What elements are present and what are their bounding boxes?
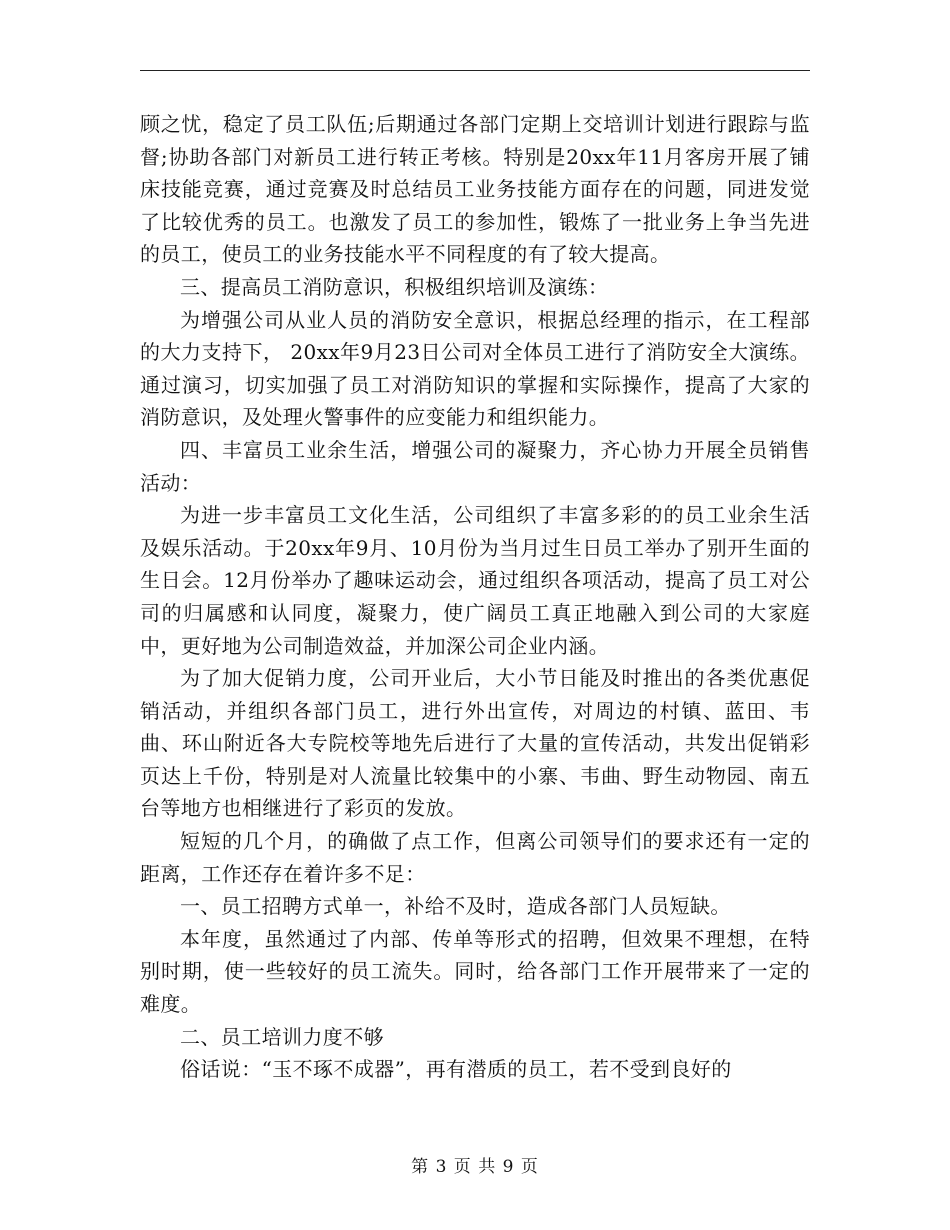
paragraph: 顾之忧，稳定了员工队伍;后期通过各部门定期上交培训计划进行跟踪与监督;协助各部门对新员工进行转正考核。特别是20xx年11月客房开展了铺床技能竞赛，通过竞赛及时总结员工业务技能方面存在的问题，同进发觉了比较优秀的员工。也激发了员工的参加性，锻炼了一批业务上争当先进的员工，使员工的业务技能水平不同程度的有了较大提高。	[140, 112, 810, 267]
paragraph: 短短的几个月，的确做了点工作，但离公司领导们的要求还有一定的距离，工作还存在着许多不足：	[140, 829, 810, 886]
document-body	[140, 108, 810, 1086]
section-heading: 二、员工培训力度不够	[180, 1024, 384, 1049]
section-heading: 一、员工招聘方式单一，补给不及时，造成各部门人员短缺。	[180, 894, 731, 919]
paragraph: 为增强公司从业人员的消防安全意识，根据总经理的指示，在工程部的大力支持下， 20xx年9月23日公司对全体员工进行了消防安全大演练。通过演习，切实加强了员工对消防知识的掌握和实际操作，提高了大家的消防意识，及处理火警事件的应变能力和组织能力。	[140, 307, 810, 430]
page-number-footer: 第 3 页 共 9 页	[411, 1157, 539, 1177]
paragraph: 本年度，虽然通过了内部、传单等形式的招聘，但效果不理想，在特别时期，使一些较好的员工流失。同时，给各部门工作开展带来了一定的难度。	[140, 926, 810, 1017]
header-rule	[140, 70, 810, 71]
paragraph: 为了加大促销力度，公司开业后，大小节日能及时推出的各类优惠促销活动，并组织各部门员工，进行外出宣传，对周边的村镇、蓝田、韦曲、环山附近各大专院校等地先后进行了大量的宣传活动，共发出促销彩页达上千份，特别是对人流量比较集中的小寨、韦曲、野生动物园、南五台等地方也相继进行了彩页的发放。	[140, 666, 810, 821]
section-heading: 三、提高员工消防意识，积极组织培训及演练：	[180, 274, 609, 299]
section-heading: 四、丰富员工业余生活，增强公司的凝聚力，齐心协力开展全员销售活动：	[140, 437, 810, 495]
paragraph: 俗话说：“玉不琢不成器”，再有潜质的员工，若不受到良好的	[180, 1057, 732, 1082]
paragraph: 为进一步丰富员工文化生活，公司组织了丰富多彩的的员工业余生活及娱乐活动。于20xx年9月、10月份为当月过生日员工举办了别开生面的生日会。12月份举办了趣味运动会，通过组织各项活动，提高了员工对公司的归属感和认同度，凝聚力，使广阔员工真正地融入到公司的大家庭中，更好地为公司制造效益，并加深公司企业内涵。	[140, 503, 810, 658]
